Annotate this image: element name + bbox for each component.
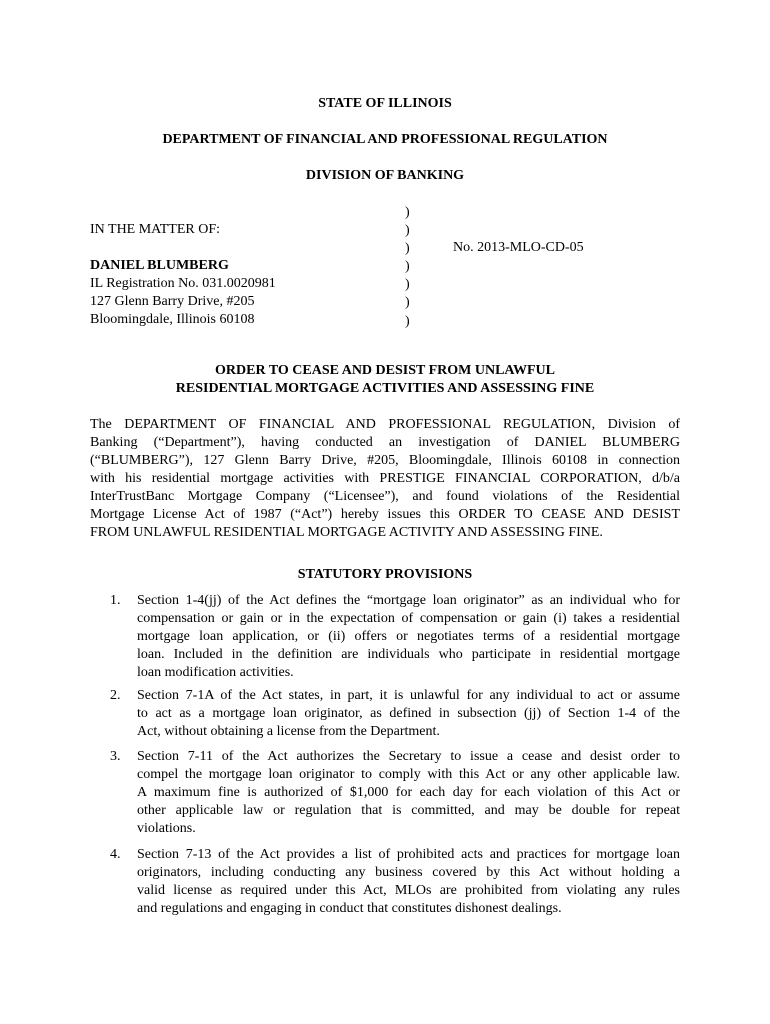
- provision-number: 2.: [110, 688, 121, 703]
- case-number: No. 2013-MLO-CD-05: [453, 240, 584, 255]
- order-title-line-2: RESIDENTIAL MORTGAGE ACTIVITIES AND ASSESSING FINE: [175, 381, 595, 396]
- provision-line: compensation or gain or in the expectation of compensation or gain (i) takes a residential: [137, 611, 680, 626]
- intro-line: Banking (“Department”), having conducted an investigation of DANIEL BLUMBERG: [90, 435, 680, 450]
- intro-line: (“BLUMBERG”), 127 Glenn Barry Drive, #205, Bloomingdale, Illinois 60108 in connection: [90, 453, 680, 468]
- division-heading: DIVISION OF BANKING: [305, 168, 465, 183]
- paren: ): [405, 259, 410, 275]
- paren: ): [405, 205, 410, 220]
- provision-line: Section 7-11 of the Act authorizes the Secretary to issue a cease and desist order to: [137, 749, 680, 764]
- intro-paragraph: [90, 416, 680, 542]
- provision-line: violations.: [137, 821, 196, 836]
- registration-number: IL Registration No. 031.0020981: [90, 276, 276, 291]
- in-the-matter-label: IN THE MATTER OF:: [90, 222, 221, 237]
- paren: ): [405, 223, 410, 239]
- state-heading: STATE OF ILLINOIS: [318, 96, 452, 111]
- order-title-line-1: ORDER TO CEASE AND DESIST FROM UNLAWFUL: [215, 363, 555, 378]
- statutory-provisions-heading: STATUTORY PROVISIONS: [297, 567, 473, 582]
- provision-line: valid license as required under this Act, MLOs are prohibited from violating any rules: [137, 883, 680, 898]
- intro-line: FROM UNLAWFUL RESIDENTIAL MORTGAGE ACTIVITY AND ASSESSING FINE.: [90, 525, 603, 540]
- provision-line: A maximum fine is authorized of $1,000 for each day for each violation of this Act or: [137, 785, 680, 800]
- paren: ): [405, 241, 410, 257]
- provision-line: and regulations and engaging in conduct that constitutes dishonest dealings.: [137, 901, 562, 916]
- address-line-1: 127 Glenn Barry Drive, #205: [90, 294, 255, 309]
- provision-line: mortgage loan application, or (ii) offers or negotiates terms of a residential mortgage: [137, 629, 680, 644]
- provision-line: Section 1-4(jj) of the Act defines the “mortgage loan originator” as an individual who for: [137, 593, 680, 608]
- address-line-2: Bloomingdale, Illinois 60108: [90, 312, 255, 327]
- provision-line: Section 7-1A of the Act states, in part, it is unlawful for any individual to act or assume: [137, 688, 680, 703]
- department-heading: DEPARTMENT OF FINANCIAL AND PROFESSIONAL REGULATION: [162, 132, 608, 147]
- provision-line: Section 7-13 of the Act provides a list of prohibited acts and practices for mortgage loan: [137, 847, 680, 862]
- paren: ): [405, 313, 410, 329]
- intro-line: with his residential mortgage activities with PRESTIGE FINANCIAL CORPORATION, d/b/a: [90, 471, 680, 486]
- paren: ): [405, 277, 410, 293]
- caption-parentheses: [405, 204, 410, 331]
- provision-line: to act as a mortgage loan originator, as defined in subsection (jj) of Section 1-4 of the: [137, 706, 680, 721]
- provision-line: compel the mortgage loan originator to comply with this Act or any other applicable law.: [137, 767, 680, 782]
- provision-number: 1.: [110, 593, 121, 608]
- provision-line: originators, including conducting any business covered by this Act without holding a: [137, 865, 680, 880]
- provision-number: 3.: [110, 749, 121, 764]
- provision-line: Act, without obtaining a license from the Department.: [137, 724, 440, 739]
- intro-line: InterTrustBanc Mortgage Company (“Licensee”), and found violations of the Residential: [90, 489, 680, 504]
- respondent-name: DANIEL BLUMBERG: [90, 258, 229, 273]
- provision-line: other applicable law or regulation that is committed, and may be double for repeat: [137, 803, 680, 818]
- intro-line: Mortgage License Act of 1987 (“Act”) hereby issues this ORDER TO CEASE AND DESIST: [90, 507, 680, 522]
- provision-number: 4.: [110, 847, 121, 862]
- paren: ): [405, 295, 410, 311]
- provision-line: loan modification activities.: [137, 665, 294, 680]
- provision-line: loan. Included in the definition are individuals who participate in residential mortgage: [137, 647, 680, 662]
- intro-line: The DEPARTMENT OF FINANCIAL AND PROFESSIONAL REGULATION, Division of: [90, 417, 680, 432]
